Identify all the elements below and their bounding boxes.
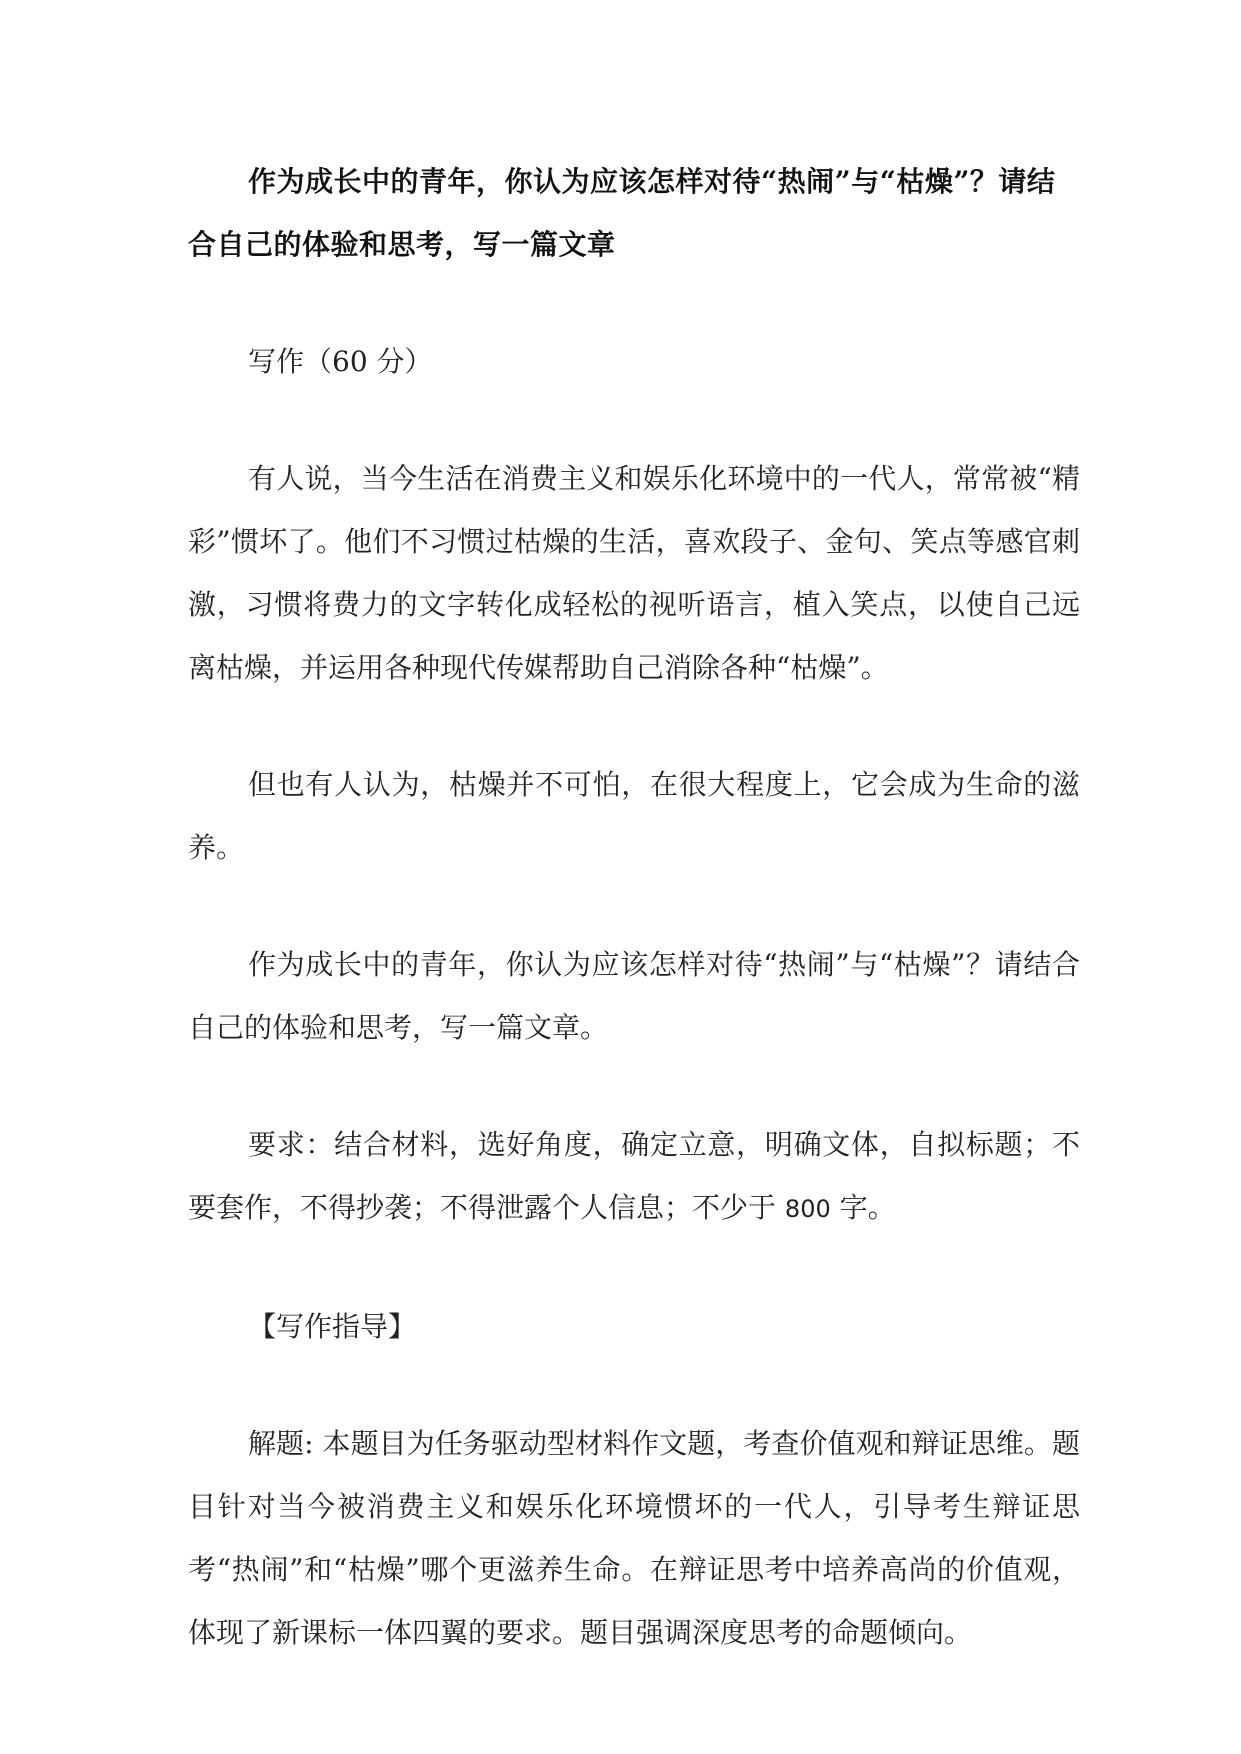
task-paragraph: 作为成长中的青年，你认为应该怎样对待“热闹”与“枯燥”？请结合自己的体验和思考，写一篇文章。 [188,948,1080,1044]
section-label: 写作（60 分） [248,345,433,378]
analysis-paragraph: 解题: 本题目为任务驱动型材料作文题，考查价值观和辩证思维。题目针对当今被消费主义和娱乐化环境惯坏的一代人，引导考生辩证思考“热闹”和“枯燥”哪个更滋养生命。在辩证思考中培养高尚的价值观，体现了新课标一体四翼的要求。题目强调深度思考的命题倾向。 [188,1427,1080,1649]
material-paragraph-2: 但也有人认为，枯燥并不可怕，在很大程度上，它会成为生命的滋养。 [188,768,1080,864]
document-body [188,150,1080,1718]
requirement-unit: 字。 [839,1191,896,1224]
guide-heading: 【写作指导】 [248,1310,417,1343]
requirement-word-count: 800 [784,1195,831,1223]
document-title: 作为成长中的青年，你认为应该怎样对待“热闹”与“枯燥”？请结合自己的体验和思考，写一篇文章 [188,165,1056,261]
material-paragraph-1: 有人说，当今生活在消费主义和娱乐化环境中的一代人，常常被“精彩”惯坏了。他们不习惯过枯燥的生活，喜欢段子、金句、笑点等感官刺激，习惯将费力的文字转化成轻松的视听语言，植入笑点，以使自己远离枯燥，并运用各种现代传媒帮助自己消除各种“枯燥”。 [188,462,1080,684]
requirement-paragraph [188,1113,1080,1241]
requirement-text: 要求：结合材料，选好角度，确定立意，明确文体，自拟标题；不要套作，不得抄袭；不得泄露个人信息；不少于 [188,1128,1080,1224]
